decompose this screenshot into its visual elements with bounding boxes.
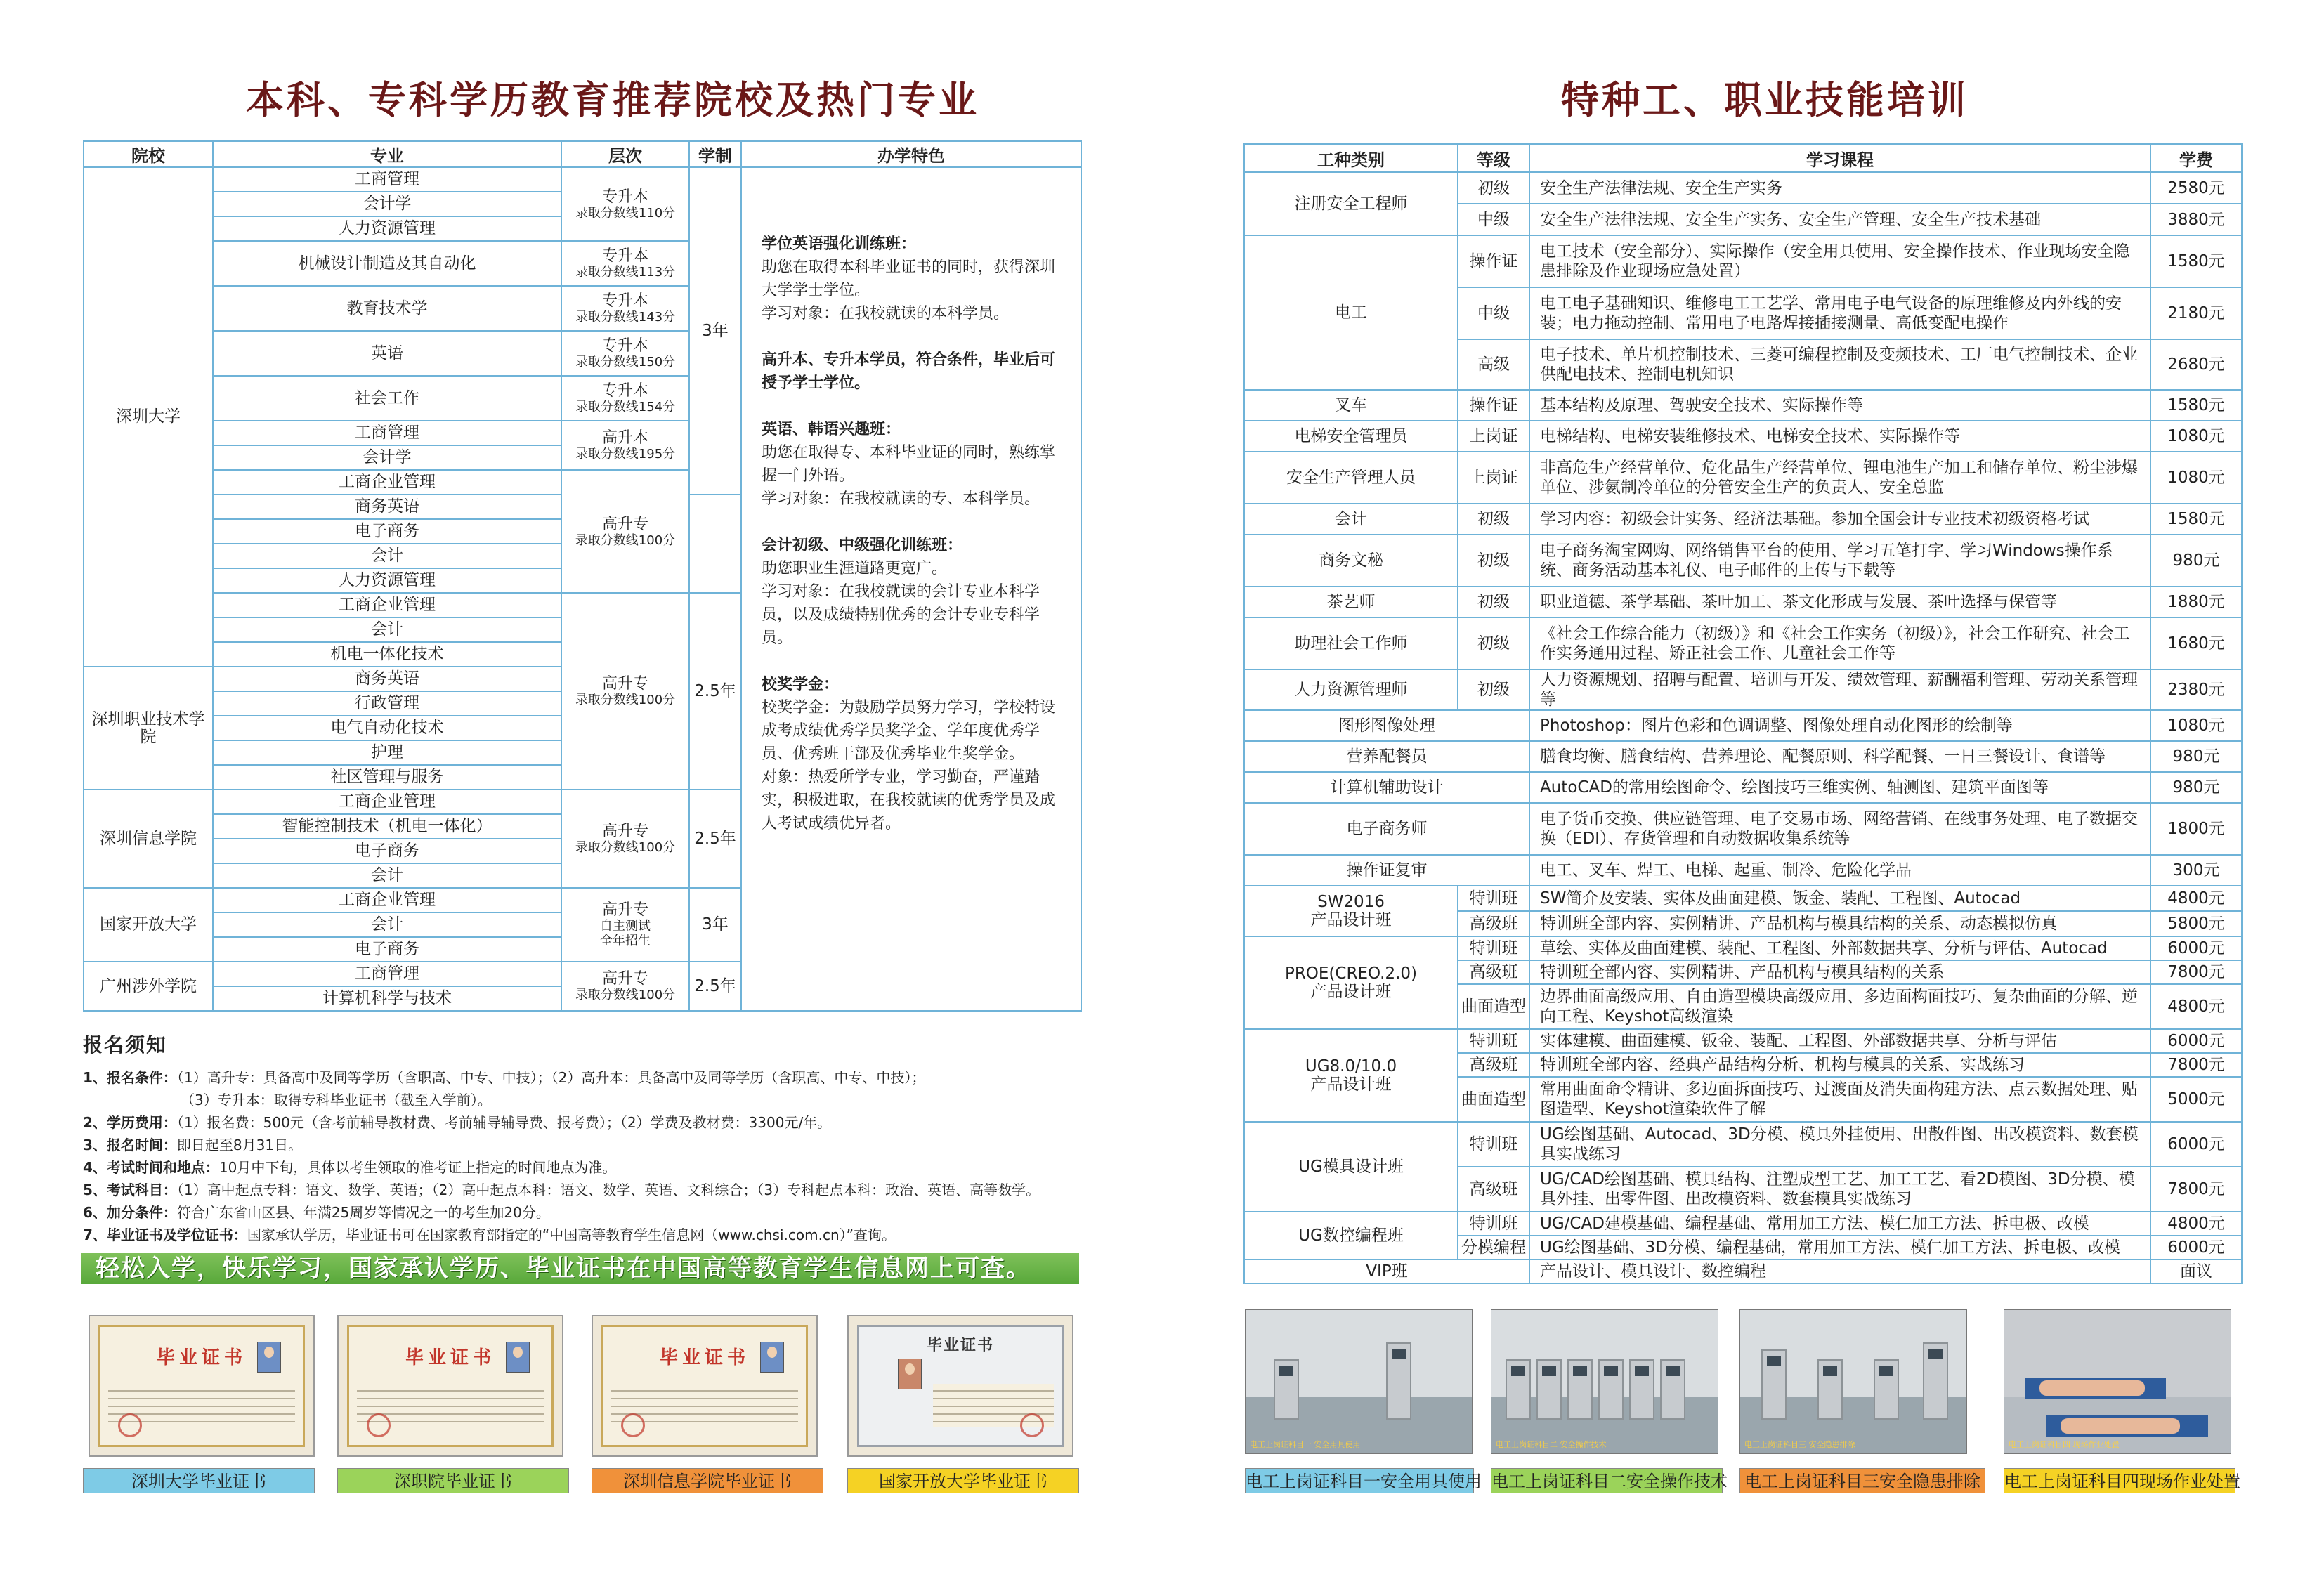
seal-icon [367, 1413, 391, 1437]
major-cell: 会计 [213, 912, 561, 937]
portrait-icon [760, 1342, 784, 1373]
grade-cell: 操作证 [1458, 235, 1529, 287]
training-photo [1491, 1309, 1718, 1454]
school-cell: 深圳职业技术学院 [84, 667, 213, 790]
major-cell: 机械设计制造及其自动化 [213, 241, 561, 286]
col-header-category: 工种类别 [1244, 144, 1458, 172]
major-cell: 工商企业管理 [213, 888, 561, 912]
feature-text: 助您在取得专、本科毕业证的同时，熟练掌握一门外语。 [762, 444, 1056, 485]
course-cell: 安全生产法律法规、安全生产实务 [1529, 172, 2150, 204]
major-cell: 电气自动化技术 [213, 716, 561, 740]
education-table [83, 140, 1082, 1012]
fee-cell: 3880元 [2150, 204, 2242, 235]
fee-cell: 1880元 [2150, 587, 2242, 617]
category-cell: UG数控编程班 [1244, 1212, 1458, 1259]
fee-cell: 4800元 [2150, 1212, 2242, 1236]
school-cell: 深圳信息学院 [84, 790, 213, 888]
grade-cell: 上岗证 [1458, 452, 1529, 504]
category-cell: UG模具设计班 [1244, 1122, 1458, 1212]
course-cell: AutoCAD的常用绘图命令、绘图技巧三维实例、轴测图、建筑平面图等 [1529, 772, 2150, 803]
category-cell: VIP班 [1244, 1259, 1529, 1283]
course-cell: 电子技术、单片机控制技术、三菱可编程控制及变频技术、工厂电气控制技术、企业供配电技术、控制电机知识 [1529, 339, 2150, 390]
major-cell: 教育技术学 [213, 286, 561, 331]
fee-cell: 980元 [2150, 741, 2242, 772]
major-cell: 工商企业管理 [213, 790, 561, 814]
major-cell: 会计学 [213, 445, 561, 470]
grade-cell: 曲面造型 [1458, 984, 1529, 1029]
course-cell: 电工技术（安全部分）、实际操作（安全用具使用、安全操作技术、作业现场安全隐患排除及作业现场应急处置） [1529, 235, 2150, 287]
col-header-school: 院校 [84, 141, 213, 167]
grade-cell: 初级 [1458, 504, 1529, 535]
level-cell: 专升本 录取分数线110分 [561, 167, 689, 241]
fee-cell: 5000元 [2150, 1077, 2242, 1122]
duration-cell: 2.5年 [689, 790, 741, 888]
level-cell: 专升本 录取分数线143分 [561, 286, 689, 331]
notice-item: 7、毕业证书及学位证书：国家承认学历，毕业证书可在国家教育部指定的“中国高等教育学生信息网（www.chsi.com.cn）”查询。 [83, 1226, 896, 1243]
feature-title: 学位英语强化训练班： [762, 235, 917, 253]
fee-cell: 7800元 [2150, 1167, 2242, 1212]
course-cell: UG/CAD绘图基础、模具结构、注塑成型工艺、加工工艺、看2D模图、3D分模、模具外挂、出零件图、出改模资料、数套模具实战练习 [1529, 1167, 2150, 1212]
course-cell: 基本结构及原理、驾驶安全技术、实际操作等 [1529, 390, 2150, 421]
level-cell: 高升专 录取分数线100分 [561, 470, 689, 593]
grade-cell: 上岗证 [1458, 421, 1529, 452]
course-cell: 电梯结构、电梯安装维修技术、电梯安全技术、实际操作等 [1529, 421, 2150, 452]
level-cell: 高升专 录取分数线100分 [561, 593, 689, 790]
feature-text: 学习对象：在我校就读的本科学员。 [762, 305, 1010, 322]
course-cell: 边界曲面高级应用、自由造型模块高级应用、多边面构面技巧、复杂曲面的分解、逆向工程、Keyshot高级渲染 [1529, 984, 2150, 1029]
col-header-grade: 等级 [1458, 144, 1529, 172]
notice-item: 5、考试科目：（1）高中起点专科：语文、数学、英语；（2）高中起点本科：语文、数学、英语、文科综合；（3）专科起点本科：政治、英语、高等数学。 [83, 1182, 1040, 1198]
training-table [1243, 143, 2243, 1284]
course-cell: UG绘图基础、Autocad、3D分模、模具外挂使用、出散件图、出改模资料、数套模具实战练习 [1529, 1122, 2150, 1167]
fee-cell: 1080元 [2150, 452, 2242, 504]
category-cell: 计算机辅助设计 [1244, 772, 1529, 803]
certificate-image: 毕业证书 [337, 1315, 563, 1457]
level-cell: 高升专 自主测试 全年招生 [561, 888, 689, 962]
category-cell: 图形图像处理 [1244, 710, 1529, 741]
category-cell: 电梯安全管理员 [1244, 421, 1458, 452]
fee-cell: 5800元 [2150, 911, 2242, 936]
notice-item: （3）专升本：取得专科毕业证书（截至入学前）。 [181, 1092, 492, 1108]
col-header-level: 层次 [561, 141, 689, 167]
grade-cell: 高级班 [1458, 960, 1529, 984]
fee-cell: 1080元 [2150, 710, 2242, 741]
fee-cell: 2680元 [2150, 339, 2242, 390]
course-cell: 特训班全部内容、实例精讲、产品机构与模具结构的关系 [1529, 960, 2150, 984]
fee-cell: 2180元 [2150, 287, 2242, 339]
fee-cell: 1680元 [2150, 617, 2242, 669]
training-photo [1245, 1309, 1473, 1454]
fee-cell: 980元 [2150, 535, 2242, 587]
course-cell: 电工电子基础知识、维修电工工艺学、常用电子电气设备的原理维修及内外线的安装；电力拖动控制、常用电子电路焊接插接测量、高低变配电操作 [1529, 287, 2150, 339]
grade-cell: 高级班 [1458, 1053, 1529, 1077]
course-cell: 产品设计、模具设计、数控编程 [1529, 1259, 2150, 1283]
fee-cell: 1080元 [2150, 421, 2242, 452]
col-header-fee: 学费 [2150, 144, 2242, 172]
photo-caption-label: 电工上岗证科目一安全用具使用 [1245, 1468, 1474, 1493]
grade-cell: 初级 [1458, 172, 1529, 204]
registration-notice [83, 1030, 1095, 1246]
category-cell: 电工 [1244, 235, 1458, 390]
level-cell: 专升本 录取分数线150分 [561, 331, 689, 376]
feature-text: 助您职业生涯道路更宽广。 [762, 560, 948, 577]
course-cell: 非高危生产经营单位、危化品生产经营单位、锂电池生产加工和储存单位、粉尘涉爆单位、涉氨制冷单位的分管安全生产的负责人、安全总监 [1529, 452, 2150, 504]
category-cell: 营养配餐员 [1244, 741, 1529, 772]
certificate-image: 毕业证书 [847, 1315, 1073, 1457]
course-cell: 职业道德、茶学基础、茶叶加工、茶文化形成与发展、茶叶选择与保管等 [1529, 587, 2150, 617]
category-cell: UG8.0/10.0 产品设计班 [1244, 1029, 1458, 1122]
fee-cell: 7800元 [2150, 1053, 2242, 1077]
course-cell: 常用曲面命令精讲、多边面拆面技巧、过渡面及消失面构建方法、点云数据处理、贴图造型、Keyshot渲染软件了解 [1529, 1077, 2150, 1122]
category-cell: 电子商务师 [1244, 803, 1529, 855]
course-cell: 电子货币交换、供应链管理、电子交易市场、网络营销、在线事务处理、电子数据交换（EDI）、存货管理和自动数据收集系统等 [1529, 803, 2150, 855]
major-cell: 社区管理与服务 [213, 765, 561, 790]
major-cell: 智能控制技术（机电一体化） [213, 814, 561, 839]
certificate-caption: 深圳大学毕业证书 [83, 1468, 315, 1493]
category-cell: 茶艺师 [1244, 587, 1458, 617]
fee-cell: 面议 [2150, 1259, 2242, 1283]
fee-cell: 2580元 [2150, 172, 2242, 204]
notice-item: 3、报名时间：即日起至8月31日。 [83, 1137, 303, 1153]
training-photo [2004, 1309, 2231, 1454]
course-cell: UG/CAD建模基础、编程基础、常用加工方法、模仁加工方法、拆电极、改模 [1529, 1212, 2150, 1236]
category-cell: 注册安全工程师 [1244, 172, 1458, 235]
grade-cell: 分模编程 [1458, 1236, 1529, 1259]
level-cell: 高升本 录取分数线195分 [561, 421, 689, 470]
photo-caption-label: 电工上岗证科目二安全操作技术 [1491, 1468, 1723, 1493]
col-header-duration: 学制 [689, 141, 741, 167]
photo-caption: 电工上岗证科目三 安全隐患排除 [1744, 1440, 1855, 1449]
level-cell: 高升专 录取分数线100分 [561, 962, 689, 1011]
grade-cell: 初级 [1458, 617, 1529, 669]
level-cell: 专升本 录取分数线154分 [561, 376, 689, 421]
fee-cell: 1580元 [2150, 504, 2242, 535]
course-cell: 人力资源规划、招聘与配置、培训与开发、绩效管理、薪酬福利管理、劳动关系管理等 [1529, 669, 2150, 710]
major-cell: 会计 [213, 617, 561, 642]
duration-cell: 3年 [689, 888, 741, 962]
certificate-caption: 国家开放大学毕业证书 [847, 1468, 1079, 1493]
major-cell: 会计 [213, 863, 561, 888]
fee-cell: 1800元 [2150, 803, 2242, 855]
major-cell: 计算机科学与技术 [213, 986, 561, 1011]
fee-cell: 6000元 [2150, 1122, 2242, 1167]
feature-title: 会计初级、中级强化训练班： [762, 537, 963, 554]
left-title: 本科、专科学历教育推荐院校及热门专业 [246, 78, 979, 122]
grade-cell: 中级 [1458, 204, 1529, 235]
grade-cell: 高级班 [1458, 911, 1529, 936]
major-cell: 电子商务 [213, 937, 561, 962]
fee-cell: 7800元 [2150, 960, 2242, 984]
fee-cell: 1580元 [2150, 390, 2242, 421]
course-cell: 实体建模、曲面建模、钣金、装配、工程图、外部数据共享、分析与评估 [1529, 1029, 2150, 1053]
course-cell: 电工、叉车、焊工、电梯、起重、制冷、危险化学品 [1529, 855, 2150, 886]
fee-cell: 4800元 [2150, 984, 2242, 1029]
portrait-icon [898, 1359, 922, 1389]
photo-caption: 电工上岗证科目一 安全用具使用 [1250, 1440, 1361, 1449]
grade-cell: 初级 [1458, 587, 1529, 617]
notice-item: 2、学历费用：（1）报名费：500元（含考前辅导教材费、考前辅导辅导费、报考费）；（2）学费及教材费：3300元/年。 [83, 1114, 832, 1131]
photo-caption-label: 电工上岗证科目三安全隐患排除 [1739, 1468, 1985, 1493]
category-cell: 人力资源管理师 [1244, 669, 1458, 710]
course-cell: SW简介及安装、实体及曲面建模、钣金、装配、工程图、Autocad [1529, 886, 2150, 911]
major-cell: 工商管理 [213, 167, 561, 192]
major-cell: 护理 [213, 740, 561, 765]
major-cell: 商务英语 [213, 495, 561, 519]
col-header-feature: 办学特色 [741, 141, 1081, 167]
school-cell: 广州涉外学院 [84, 962, 213, 1011]
grade-cell: 特训班 [1458, 1122, 1529, 1167]
major-cell: 工商管理 [213, 962, 561, 986]
course-cell: 《社会工作综合能力（初级）》和《社会工作实务（初级）》，社会工作研究、社会工作实务通用过程、矫正社会工作、儿童社会工作等 [1529, 617, 2150, 669]
photo-caption: 电工上岗证科目四 现场作业处置 [2009, 1440, 2120, 1449]
seal-icon [621, 1413, 645, 1437]
duration-cell: 2.5年 [689, 962, 741, 1011]
course-cell: 特训班全部内容、经典产品结构分析、机构与模具的关系、实战练习 [1529, 1053, 2150, 1077]
course-cell: 草绘、实体及曲面建模、装配、工程图、外部数据共享、分析与评估、Autocad [1529, 936, 2150, 960]
level-cell: 高升专 录取分数线100分 [561, 790, 689, 888]
feature-cell [741, 167, 1081, 1011]
course-cell: 电子商务淘宝网购、网络销售平台的使用、学习五笔打字、学习Windows操作系统、商务活动基本礼仪、电子邮件的上传与下载等 [1529, 535, 2150, 587]
major-cell: 行政管理 [213, 691, 561, 716]
course-cell: UG绘图基础、3D分模、编程基础，常用加工方法、模仁加工方法、拆电极、改模 [1529, 1236, 2150, 1259]
category-cell: SW2016 产品设计班 [1244, 886, 1458, 936]
feature-text: 助您在取得本科毕业证书的同时，获得深圳大学学士学位。 [762, 259, 1056, 299]
category-cell: 叉车 [1244, 390, 1458, 421]
grade-cell: 特训班 [1458, 1212, 1529, 1236]
feature-title: 英语、韩语兴趣班： [762, 421, 901, 438]
school-cell: 深圳大学 [84, 167, 213, 667]
major-cell: 社会工作 [213, 376, 561, 421]
category-cell: 会计 [1244, 504, 1458, 535]
fee-cell: 4800元 [2150, 886, 2242, 911]
notice-item: 1、报名条件：（1）高升专：具备高中及同等学历（含职高、中专、中技）；（2）高升本：具备高中及同等学历（含职高、中专、中技）； [83, 1069, 926, 1086]
feature-text: 对象：热爱所学专业，学习勤奋，严谨踏实，积极进取，在我校就读的优秀学员及成人考试成绩优异者。 [762, 768, 1056, 832]
grade-cell: 曲面造型 [1458, 1077, 1529, 1122]
slogan-banner: 轻松入学，快乐学习，国家承认学历、毕业证书在中国高等教育学生信息网上可查。 [81, 1253, 1079, 1284]
certificate-image: 毕业证书 [592, 1315, 818, 1457]
category-cell: 安全生产管理人员 [1244, 452, 1458, 504]
fee-cell: 6000元 [2150, 936, 2242, 960]
feature-text: 校奖学金：为鼓励学员努力学习，学校特设成考成绩优秀学员奖学金、学年度优秀学员、优秀班干部及优秀毕业生奖学金。 [762, 699, 1056, 763]
major-cell: 工商管理 [213, 421, 561, 445]
notice-item: 4、考试时间和地点：10月中下旬，具体以考生领取的准考证上指定的时间地点为准。 [83, 1159, 617, 1176]
fee-cell: 980元 [2150, 772, 2242, 803]
category-cell: 商务文秘 [1244, 535, 1458, 587]
major-cell: 电子商务 [213, 839, 561, 863]
fee-cell: 6000元 [2150, 1029, 2242, 1053]
grade-cell: 中级 [1458, 287, 1529, 339]
grade-cell: 特训班 [1458, 1029, 1529, 1053]
category-cell: 助理社会工作师 [1244, 617, 1458, 669]
course-cell: 特训班全部内容、实例精讲、产品机构与模具结构的关系、动态模拟仿真 [1529, 911, 2150, 936]
major-cell: 会计 [213, 544, 561, 568]
major-cell: 商务英语 [213, 667, 561, 691]
course-cell: Photoshop：图片色彩和色调调整、图像处理自动化图形的绘制等 [1529, 710, 2150, 741]
certificate-caption: 深职院毕业证书 [337, 1468, 569, 1493]
notice-item: 6、加分条件：符合广东省山区县、年满25周岁等情况之一的考生加20分。 [83, 1204, 550, 1221]
major-cell: 人力资源管理 [213, 568, 561, 593]
school-cell: 国家开放大学 [84, 888, 213, 962]
major-cell: 工商企业管理 [213, 470, 561, 495]
fee-cell: 2380元 [2150, 669, 2242, 710]
grade-cell: 特训班 [1458, 936, 1529, 960]
major-cell: 会计学 [213, 192, 561, 216]
course-cell: 膳食均衡、膳食结构、营养理论、配餐原则、科学配餐、一日三餐设计、食谱等 [1529, 741, 2150, 772]
course-cell: 安全生产法律法规、安全生产实务、安全生产管理、安全生产技术基础 [1529, 204, 2150, 235]
seal-icon [1020, 1413, 1044, 1437]
photo-caption: 电工上岗证科目二 安全操作技术 [1496, 1440, 1607, 1449]
notice-title: 报名须知 [83, 1033, 168, 1056]
seal-icon [118, 1413, 142, 1437]
feature-title: 校奖学金： [762, 676, 840, 693]
fee-cell: 1580元 [2150, 235, 2242, 287]
right-title: 特种工、职业技能培训 [1561, 78, 1969, 122]
grade-cell: 高级 [1458, 339, 1529, 390]
level-cell: 专升本 录取分数线113分 [561, 241, 689, 286]
category-cell: 操作证复审 [1244, 855, 1529, 886]
certificate-image: 毕业证书 [89, 1315, 315, 1457]
feature-text: 学习对象：在我校就读的专、本科学员。 [762, 490, 1040, 508]
duration-cell: 3年 [689, 167, 741, 495]
fee-cell: 6000元 [2150, 1236, 2242, 1259]
major-cell: 电子商务 [213, 519, 561, 544]
major-cell: 人力资源管理 [213, 216, 561, 241]
portrait-icon [506, 1342, 530, 1373]
course-cell: 学习内容：初级会计实务、经济法基础。参加全国会计专业技术初级资格考试 [1529, 504, 2150, 535]
training-photo [1739, 1309, 1967, 1454]
major-cell: 机电一体化技术 [213, 642, 561, 667]
category-cell: PROE(CREO.2.0) 产品设计班 [1244, 936, 1458, 1029]
fee-cell: 300元 [2150, 855, 2242, 886]
major-cell: 工商企业管理 [213, 593, 561, 617]
grade-cell: 特训班 [1458, 886, 1529, 911]
col-header-course: 学习课程 [1529, 144, 2150, 172]
major-cell: 英语 [213, 331, 561, 376]
portrait-icon [257, 1342, 281, 1373]
feature-title: 高升本、专升本学员，符合条件，毕业后可授予学士学位。 [762, 351, 1056, 392]
certificate-caption: 深圳信息学院毕业证书 [592, 1468, 823, 1493]
grade-cell: 操作证 [1458, 390, 1529, 421]
duration-cell: 2.5年 [689, 593, 741, 790]
col-header-major: 专业 [213, 141, 561, 167]
grade-cell: 初级 [1458, 535, 1529, 587]
grade-cell: 高级班 [1458, 1167, 1529, 1212]
feature-text: 学习对象：在我校就读的会计专业本科学员，以及成绩特别优秀的会计专业专科学员。 [762, 583, 1040, 647]
grade-cell: 初级 [1458, 669, 1529, 710]
photo-caption-label: 电工上岗证科目四现场作业处置 [2004, 1468, 2235, 1493]
